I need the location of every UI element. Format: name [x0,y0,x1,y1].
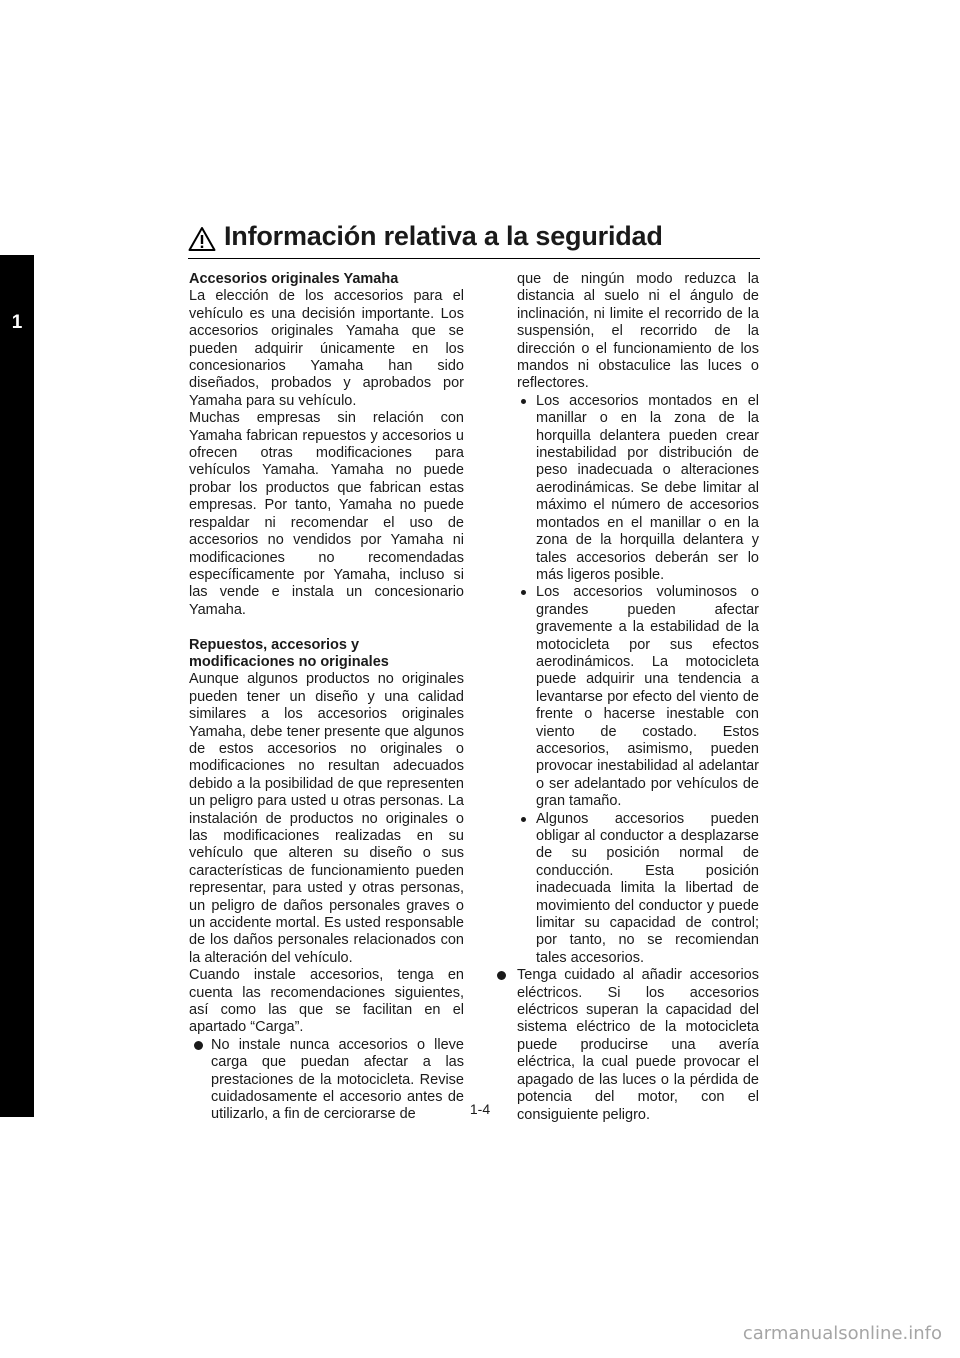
paragraph: La elección de los accesorios para el vehículo es una decisión importante. Los accesorios originales Yamaha que se pueden adquirir únicamente en los concesionarios Yamaha han sido diseñados, probados y aprobados por Yamaha para su vehículo. [189,288,464,409]
section-heading-non-original: Repuestos, accesorios y modificaciones no originales [189,636,389,670]
page-title: Información relativa a la seguridad [224,221,663,251]
list-item: Tenga cuidado al añadir accesorios eléctricos. Si los accesorios eléctricos superan la capacidad del sistema eléctrico de la motocicleta puede producirse una avería eléctrica, la cual puede provocar el apagado de las luces o la pérdida de potencia del motor, con el consiguiente peligro. [497,967,759,1124]
list-item: Algunos accesorios pueden obligar al conductor a desplazarse de su posición normal de conducción. Esta posición inadecuada limita la libertad de movimiento del conductor y puede limitar su capacidad de control; por tanto, no se recomiendan tales accesorios. [517,811,759,968]
warning-triangle-icon [188,226,216,252]
list-item: Los accesorios montados en el manillar o en la zona de la horquilla delantera pueden crear inestabilidad por distribución de peso inadecuada o alteraciones aerodinámicas. Se debe limitar al máximo el número de accesorios montados en el manillar o en la zona de la horquilla delantera y tales accesorios deberán ser lo más ligeros posible. [517,393,759,584]
chapter-number: 1 [11,312,23,333]
paragraph: Muchas empresas sin relación con Yamaha fabrican repuestos y accesorios u ofrecen otras modificaciones para vehículos Yamaha. Yamaha no puede probar los productos que fabrican estas empresas. Por tanto, Yamaha no puede respaldar ni recomendar el uso de accesorios no vendidos por Yamaha ni modificaciones no recomendadas específicamente por Yamaha, incluso si las vende e instala un concesionario Yamaha. [189,410,464,618]
bullet-icon [521,590,526,595]
paragraph: Cuando instale accesorios, tenga en cuenta las recomendaciones siguientes, así como las que se facilitan en el apartado “Carga”. [189,967,464,1036]
bullet-icon [497,971,506,980]
bullet-icon [521,399,526,404]
watermark: carmanualsonline.info [742,1323,942,1344]
paragraph: que de ningún modo reduzca la distancia al suelo ni el ángulo de inclinación, ni limite el recorrido de la suspensión, el recorrido de la dirección o el funcionamiento de los mandos ni obstaculice las luces o reflectores. [517,271,759,392]
chapter-tab [0,255,34,1117]
list-item: Los accesorios voluminosos o grandes pueden afectar gravemente a la estabilidad de la motocicleta por sus efectos aerodinámicos. La motocicleta puede adquirir una tendencia a levantarse por efecto del viento de frente o hacerse inestable con viento de costado. Estos accesorios, asimismo, pueden provocar inestabilidad al adelantar o ser adelantado por vehículos de gran tamaño. [517,584,759,810]
right-column [517,271,759,1124]
page-number: 1-4 [469,1101,491,1117]
bullet-icon [521,817,526,822]
left-column [189,271,464,1124]
bullet-icon [194,1041,203,1050]
list-item: No instale nunca accesorios o lleve carga que puedan afectar a las prestaciones de la motocicleta. Revise cuidadosamente el accesorio antes de utilizarlo, a fin de cerciorarse de [189,1037,464,1124]
page-header [188,221,760,259]
paragraph: Aunque algunos productos no originales pueden tener un diseño y una calidad similares a los accesorios originales Yamaha, debe tener presente que algunos de estos accesorios no originales o modificaciones no resultan adecuados debido a la posibilidad de que representen un peligro para usted u otras personas. La instalación de productos no originales o las modificaciones realizadas en su vehículo que alteren su diseño o sus características de funcionamiento pueden representar, para usted y otras personas, un peligro de daños personales graves o un accidente mortal. Es usted responsable de los daños personales relacionados con la alteración del vehículo. [189,671,464,966]
section-heading-original-accessories: Accesorios originales Yamaha [189,271,399,287]
